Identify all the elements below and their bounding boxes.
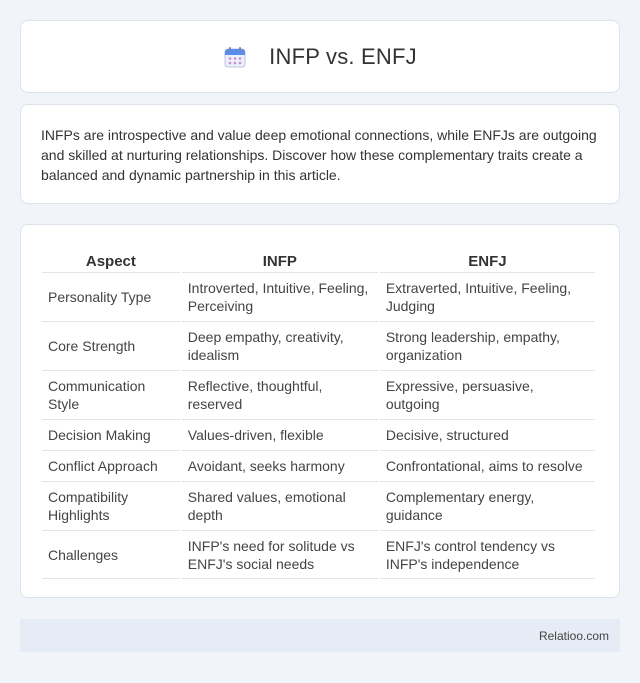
column-header-enfj: ENFJ — [468, 253, 507, 270]
enfj-cell: Extraverted, Intuitive, Feeling, Judging — [380, 272, 595, 321]
title-card — [20, 20, 620, 93]
table-row — [42, 419, 595, 450]
aspect-cell: Communication Style — [42, 370, 180, 419]
footer — [20, 619, 620, 652]
comparison-card — [20, 224, 620, 598]
aspect-cell: Compatibility Highlights — [42, 481, 180, 530]
table-row — [42, 370, 595, 419]
infp-cell: Shared values, emotional depth — [182, 481, 378, 530]
aspect-cell: Decision Making — [42, 419, 180, 450]
comparison-table — [40, 245, 597, 579]
enfj-cell: Expressive, persuasive, outgoing — [380, 370, 595, 419]
aspect-cell: Challenges — [42, 530, 180, 579]
table-row — [42, 450, 595, 481]
enfj-cell: Complementary energy, guidance — [380, 481, 595, 530]
table-row — [42, 530, 595, 579]
enfj-cell: ENFJ's control tendency vs INFP's independence — [380, 530, 595, 579]
infp-cell: Values-driven, flexible — [182, 419, 378, 450]
table-row — [42, 272, 595, 321]
column-header-aspect: Aspect — [85, 253, 136, 270]
infp-cell: INFP's need for solitude vs ENFJ's social needs — [182, 530, 378, 579]
enfj-cell: Strong leadership, empathy, organization — [380, 321, 595, 370]
aspect-cell: Personality Type — [42, 272, 180, 321]
intro-text: INFPs are introspective and value deep emotional connections, while ENFJs are outgoing and skilled at nurturing relationships. Discover how these complementary traits create a balanced and dynamic partnership in this article. — [41, 127, 597, 183]
infp-cell: Avoidant, seeks harmony — [182, 450, 378, 481]
infp-cell: Introverted, Intuitive, Feeling, Perceiving — [182, 272, 378, 321]
enfj-cell: Decisive, structured — [380, 419, 595, 450]
intro-card — [20, 104, 620, 204]
table-row — [42, 321, 595, 370]
infp-cell: Deep empathy, creativity, idealism — [182, 321, 378, 370]
table-row — [42, 481, 595, 530]
footer-brand: Relatioo.com — [538, 628, 609, 643]
page-title: INFP vs. ENFJ — [269, 43, 417, 69]
aspect-cell: Conflict Approach — [42, 450, 180, 481]
infp-cell: Reflective, thoughtful, reserved — [182, 370, 378, 419]
table-header-row — [42, 245, 595, 272]
calendar-icon — [223, 45, 247, 69]
aspect-cell: Core Strength — [42, 321, 180, 370]
column-header-infp: INFP — [262, 253, 297, 270]
enfj-cell: Confrontational, aims to resolve — [380, 450, 595, 481]
